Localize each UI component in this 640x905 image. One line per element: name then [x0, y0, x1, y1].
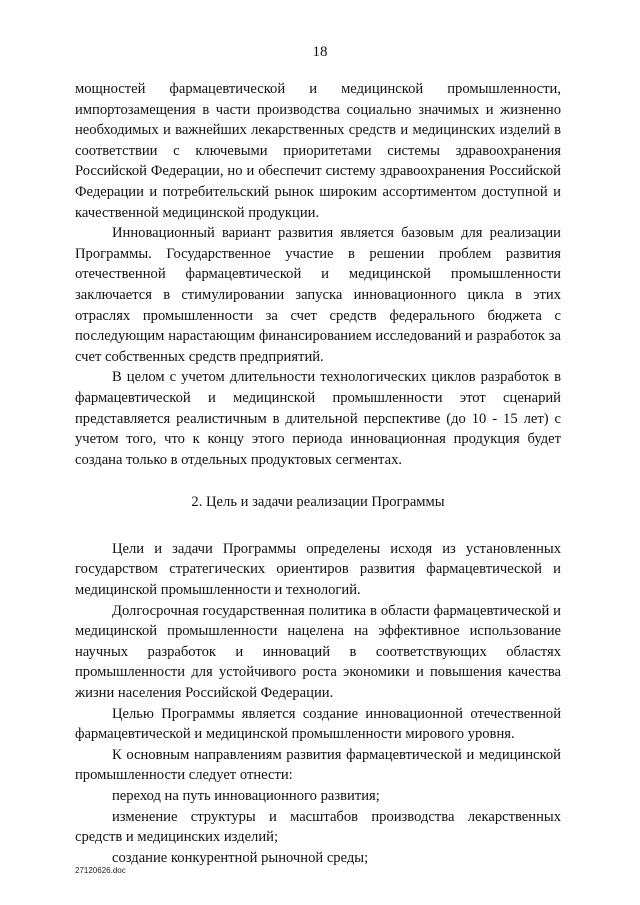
- paragraph-main-directions: К основным направлениям развития фармацевтической и медицинской промышленности следует отнести:: [75, 746, 561, 784]
- document-body: [75, 79, 561, 868]
- section-heading: 2. Цель и задачи реализации Программы: [191, 494, 445, 511]
- paragraph-continuation: мощностей фармацевтической и медицинской промышленности, импортозамещения в части производства социально значимых и жизненно необходимых и важнейших лекарственных средств и медицинских изделий в соответствии с ключевыми приоритетами системы здравоохранения Российской Федерации, но и обеспечит систему здравоохранения Российской Федерации и потребительский рынок широким ассортиментом доступной и качественной медицинской продукции.: [75, 81, 561, 221]
- list-item-competitive-market: создание конкурентной рыночной среды;: [112, 849, 369, 866]
- footer-filename: 27120626.doc: [75, 866, 126, 875]
- paragraph-program-goal: Целью Программы является создание инновационной отечественной фармацевтической и медицинской промышленности мирового уровня.: [75, 705, 561, 743]
- paragraph-goals-defined: Цели и задачи Программы определены исходя из установленных государством стратегических ориентиров развития фармацевтической и медицинской промышленности и технологий.: [75, 540, 561, 599]
- paragraph-overall-scenario: В целом с учетом длительности технологических циклов разработок в фармацевтической и медицинской промышленности этот сценарий представляется реалистичным в длительной перспективе (до 10 - 15 лет) с учетом того, что к концу этого периода инновационная продукция будет создана только в отдельных продуктовых сегментах.: [75, 369, 561, 468]
- paragraph-innovation-variant: Инновационный вариант развития является базовым для реализации Программы. Государственное участие в решении проблем развития отечественной фармацевтической и медицинской промышленности заключается в стимулировании запуска инновационного цикла в этих отраслях промышленности за счет средств федерального бюджета с последующим нарастающим финансированием исследований и разработок за счет собственных средств предприятий.: [75, 225, 561, 365]
- page-number: 18: [312, 44, 328, 60]
- list-item-production-structure: изменение структуры и масштабов производства лекарственных средств и медицинских изделий;: [75, 808, 561, 846]
- paragraph-long-term-policy: Долгосрочная государственная политика в области фармацевтической и медицинской промышленности нацелена на эффективное использование научных разработок и инноваций в соответствующих областях промышленности для устойчивого роста экономики и повышения качества жизни населения Российской Федерации.: [75, 602, 561, 702]
- list-item-innovation-path: переход на путь инновационного развития;: [112, 788, 380, 804]
